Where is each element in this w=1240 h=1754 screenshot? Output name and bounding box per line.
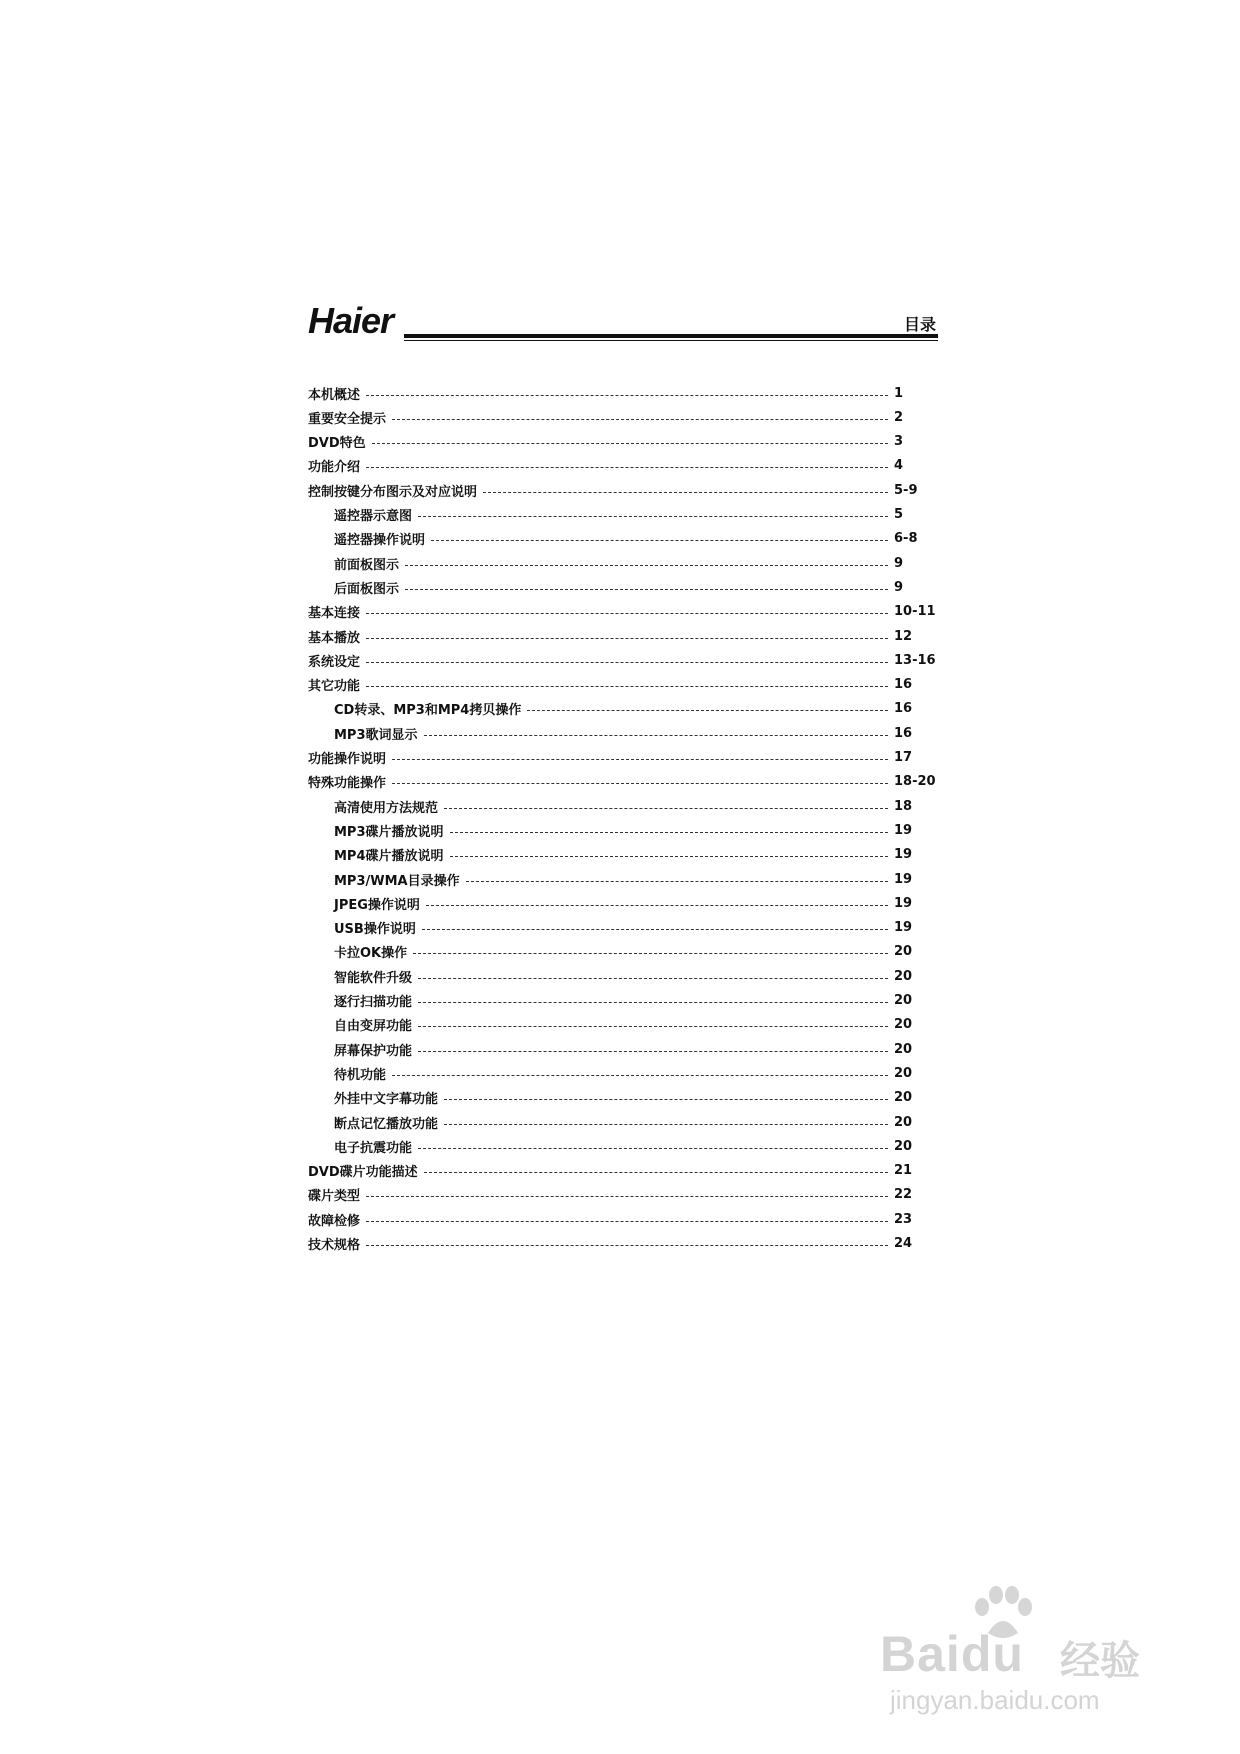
toc-entry-page: 16: [894, 677, 913, 693]
toc-leader-dots: [418, 1148, 888, 1149]
toc-entry: [308, 478, 940, 502]
watermark: [880, 1585, 1200, 1715]
toc-leader-dots: [450, 832, 888, 833]
toc-entry-label: 功能介绍: [308, 460, 361, 476]
toc-leader-dots: [418, 516, 888, 517]
toc-entry: [334, 503, 940, 527]
toc-leader-dots: [366, 395, 888, 396]
toc-entry-label: 后面板图示: [334, 581, 400, 597]
brand-logo: Haier: [308, 300, 394, 341]
toc-entry-page: 19: [894, 847, 913, 863]
toc-entry: [308, 1232, 940, 1256]
toc-leader-dots: [418, 1002, 888, 1003]
toc-entry: [308, 381, 940, 405]
toc-leader-dots: [405, 565, 888, 566]
toc-leader-dots: [372, 443, 888, 444]
toc-entry-page: 1: [894, 385, 904, 401]
toc-entry-label: 自由变屏功能: [334, 1019, 413, 1035]
toc-leader-dots: [366, 662, 888, 663]
toc-entry-page: 18: [894, 798, 913, 814]
toc-entry-label: 外挂中文字幕功能: [334, 1092, 439, 1108]
toc-entry-page: 19: [894, 895, 913, 911]
toc-entry-page: 19: [894, 871, 913, 887]
toc-entry: [308, 454, 940, 478]
page-title: 目录: [904, 315, 937, 334]
toc-leader-dots: [366, 613, 888, 614]
toc-entry-label: 电子抗震功能: [334, 1140, 413, 1156]
toc-entry: [308, 770, 940, 794]
toc-entry-page: 24: [894, 1236, 913, 1251]
toc-leader-dots: [527, 710, 888, 711]
toc-entry-page: 6-8: [894, 531, 918, 547]
toc-entry-label: 技术规格: [308, 1238, 361, 1253]
toc-leader-dots: [405, 589, 888, 590]
toc-entry: [334, 527, 940, 551]
toc-entry: [334, 1037, 940, 1061]
toc-leader-dots: [418, 1026, 888, 1027]
toc-entry-page: 20: [894, 1041, 913, 1057]
toc-entry: [308, 746, 940, 770]
toc-entry: [334, 891, 940, 915]
toc-entry: [308, 600, 940, 624]
toc-leader-dots: [444, 1124, 888, 1125]
toc-entry: [308, 405, 940, 429]
toc-entry-label: 遥控器示意图: [334, 509, 413, 524]
toc-entry: [308, 673, 940, 697]
toc-entry-label: 控制按键分布图示及对应说明: [308, 484, 478, 500]
toc-entry-page: 20: [894, 1017, 913, 1033]
header-rule: [404, 334, 938, 338]
toc-leader-dots: [422, 929, 888, 930]
toc-entry-label: 系统设定: [308, 654, 361, 670]
toc-entry-page: 22: [894, 1187, 913, 1203]
toc-leader-dots: [366, 467, 888, 468]
toc-entry: [334, 1134, 940, 1158]
header-rule-thin: [404, 340, 938, 341]
toc-leader-dots: [418, 978, 888, 979]
toc-entry-page: 16: [894, 701, 913, 717]
toc-entry-page: 20: [894, 1065, 913, 1081]
toc-leader-dots: [424, 1172, 888, 1173]
toc-entry-page: 19: [894, 920, 913, 936]
toc-entry-label: MP3歌词显示: [334, 727, 418, 743]
toc-entry-label: MP3碟片播放说明: [334, 824, 444, 840]
toc-entry: [308, 1183, 940, 1207]
toc-entry-label: 卡拉OK操作: [334, 946, 408, 962]
toc-leader-dots: [444, 1099, 888, 1100]
toc-entry-label: 本机概述: [308, 387, 361, 403]
toc-entry-label: 功能操作说明: [308, 752, 387, 767]
toc-entry-label: 断点记忆播放功能: [334, 1116, 439, 1132]
toc-entry: [308, 1159, 940, 1183]
watermark-brand: Baidu: [880, 1626, 1024, 1682]
toc-entry-label: 逐行扫描功能: [334, 995, 413, 1010]
toc-entry-label: DVD碟片功能描述: [308, 1165, 418, 1181]
toc-leader-dots: [426, 905, 888, 906]
toc-entry-page: 23: [894, 1211, 913, 1227]
toc-entry-label: 智能软件升级: [334, 970, 413, 986]
toc-entry-label: MP4碟片播放说明: [334, 849, 444, 865]
toc-entry: [334, 1086, 940, 1110]
toc-entry-page: 5: [894, 507, 904, 522]
toc-leader-dots: [366, 686, 888, 687]
toc-entry: [308, 648, 940, 672]
toc-leader-dots: [466, 881, 888, 882]
toc-entry: [334, 697, 940, 721]
toc-entry-label: 基本播放: [308, 630, 361, 646]
toc-entry: [308, 430, 940, 454]
toc-entry-page: 5-9: [894, 482, 918, 498]
toc-leader-dots: [413, 953, 888, 954]
toc-entry: [334, 551, 940, 575]
toc-entry-page: 4: [894, 458, 904, 474]
toc-entry: [334, 916, 940, 940]
toc-leader-dots: [450, 856, 888, 857]
toc-entry: [334, 1061, 940, 1085]
toc-leader-dots: [392, 1075, 888, 1076]
toc-entry-label: 前面板图示: [334, 557, 400, 573]
toc-entry-page: 21: [894, 1163, 913, 1179]
toc-leader-dots: [392, 419, 888, 420]
toc-leader-dots: [424, 735, 888, 736]
toc-entry-page: 3: [894, 434, 904, 450]
toc-entry-page: 20: [894, 944, 913, 960]
toc-entry-label: 碟片类型: [308, 1189, 361, 1205]
toc-leader-dots: [366, 638, 888, 639]
toc-entry: [334, 1013, 940, 1037]
toc-entry-page: 12: [894, 628, 913, 644]
toc-entry-label: 屏幕保护功能: [334, 1043, 413, 1059]
toc-entry-label: MP3/WMA目录操作: [334, 873, 460, 889]
toc-entry-page: 19: [894, 822, 913, 838]
toc-entry-label: 高清使用方法规范: [334, 800, 439, 816]
toc-entry: [308, 1207, 940, 1231]
toc-leader-dots: [444, 808, 888, 809]
toc-entry-page: 17: [894, 750, 913, 765]
toc-entry-page: 20: [894, 1090, 913, 1106]
toc-entry: [334, 989, 940, 1013]
watermark-url: jingyan.baidu.com: [890, 1685, 1100, 1715]
watermark-product: 经验: [1060, 1638, 1140, 1684]
toc-entry: [334, 575, 940, 599]
toc-entry-label: 特殊功能操作: [308, 776, 387, 792]
toc-entry: [334, 1110, 940, 1134]
toc-entry-page: 18-20: [894, 774, 936, 790]
toc-entry-label: USB操作说明: [334, 922, 416, 938]
toc-leader-dots: [392, 783, 888, 784]
toc-entry-label: 遥控器操作说明: [334, 533, 426, 549]
toc-entry-label: 重要安全提示: [308, 411, 387, 427]
toc-entry-label: DVD特色: [308, 436, 366, 452]
toc-entry-label: 故障检修: [308, 1213, 361, 1229]
toc-entry-page: 16: [894, 725, 913, 741]
toc-entry: [334, 867, 940, 891]
toc-entry-label: CD转录、MP3和MP4拷贝操作: [334, 703, 522, 719]
toc-entry: [334, 843, 940, 867]
toc-leader-dots: [392, 759, 888, 760]
toc-entry-page: 20: [894, 968, 913, 984]
toc-entry-page: 20: [894, 993, 913, 1008]
toc-entry-page: 10-11: [894, 604, 936, 620]
toc-entry: [334, 818, 940, 842]
toc-leader-dots: [431, 540, 888, 541]
toc-entry-label: 其它功能: [308, 679, 361, 695]
toc-entry-label: 基本连接: [308, 606, 361, 622]
toc-entry-page: 9: [894, 579, 904, 595]
toc-leader-dots: [366, 1221, 888, 1222]
toc-entry: [334, 721, 940, 745]
toc-leader-dots: [418, 1051, 888, 1052]
toc-entry-page: 9: [894, 555, 904, 571]
toc-entry-page: 13-16: [894, 652, 936, 668]
toc-entry-page: 2: [894, 409, 904, 425]
toc-entry-label: 待机功能: [334, 1067, 387, 1083]
toc-entry-page: 20: [894, 1114, 913, 1130]
toc-entry-label: JPEG操作说明: [334, 897, 420, 913]
toc-entry: [334, 940, 940, 964]
toc-leader-dots: [366, 1196, 888, 1197]
toc-entry: [334, 964, 940, 988]
toc-entry-page: 20: [894, 1138, 913, 1154]
toc-leader-dots: [366, 1245, 888, 1246]
toc-entry: [308, 624, 940, 648]
toc-entry: [334, 794, 940, 818]
toc-leader-dots: [483, 492, 888, 493]
